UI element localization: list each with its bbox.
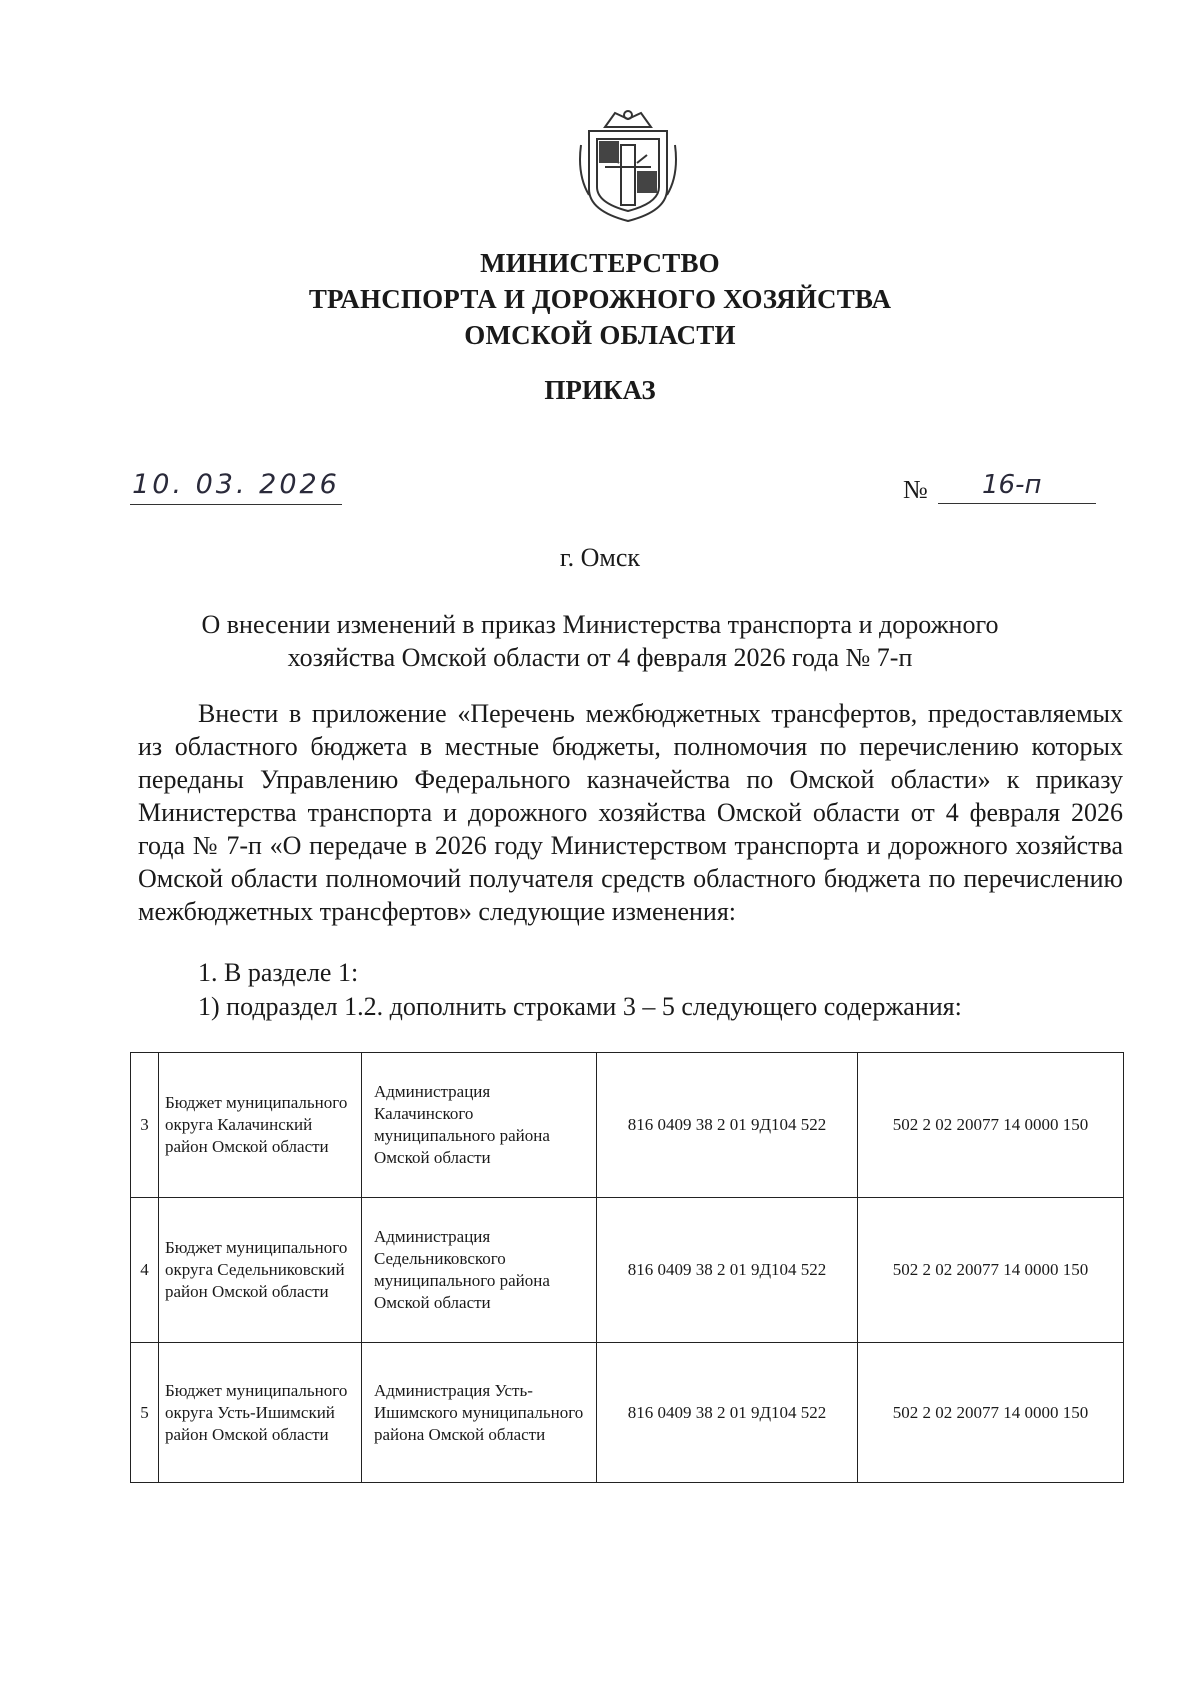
expense-code-cell: 816 0409 38 2 01 9Д104 522 — [597, 1198, 858, 1343]
list-item-2: 1) подраздел 1.2. дополнить строками 3 – 5 следующего содержания: — [198, 992, 962, 1021]
budget-cell: Бюджет муниципального округа Седельниковский район Омской области — [159, 1198, 362, 1343]
body-paragraph: Внести в приложение «Перечень межбюджетных трансфертов, предоставляемых из областного бюджета в местные бюджеты, полномочия по перечислению которых переданы Управлению Федерального казначейства по Омской области» к приказу Министерства транспорта и дорожного хозяйства Омской области от 4 февраля 2026 года № 7-п «О передаче в 2026 году Министерством транспорта и дорожного хозяйства Омской области полномочий получателя средств областного бюджета по перечислению межбюджетных трансфертов» следующие изменения: — [138, 699, 1123, 926]
expense-code-cell: 816 0409 38 2 01 9Д104 522 — [597, 1053, 858, 1198]
order-title: ПРИКАЗ — [544, 375, 656, 405]
table-row — [131, 1343, 1124, 1483]
budget-cell: Бюджет муниципального округа Усть-Ишимский район Омской области — [159, 1343, 362, 1483]
table-row — [131, 1053, 1124, 1198]
revenue-code-cell: 502 2 02 20077 14 0000 150 — [858, 1198, 1124, 1343]
budget-cell: Бюджет муниципального округа Калачинский район Омской области — [159, 1053, 362, 1198]
revenue-code-cell: 502 2 02 20077 14 0000 150 — [858, 1343, 1124, 1483]
omsk-coat-of-arms-icon — [575, 105, 681, 225]
order-number: 16-п — [938, 470, 1096, 504]
revenue-code-cell: 502 2 02 20077 14 0000 150 — [858, 1053, 1124, 1198]
order-subject — [0, 608, 1200, 674]
ministry-line-1: МИНИСТЕРСТВО — [480, 248, 720, 278]
subject-line-2: хозяйства Омской области от 4 февраля 2026 года № 7-п — [287, 643, 913, 672]
ministry-name — [0, 245, 1200, 353]
table-row — [131, 1198, 1124, 1343]
administration-cell: Администрация Калачинского муниципального района Омской области — [362, 1053, 597, 1198]
ministry-line-3: ОМСКОЙ ОБЛАСТИ — [464, 320, 736, 350]
administration-cell: Администрация Седельниковского муниципального района Омской области — [362, 1198, 597, 1343]
row-number: 4 — [131, 1198, 159, 1343]
row-number: 5 — [131, 1343, 159, 1483]
transfers-table — [130, 1052, 1124, 1483]
subject-line-1: О внесении изменений в приказ Министерства транспорта и дорожного — [201, 610, 999, 639]
row-number: 3 — [131, 1053, 159, 1198]
order-date: 10. 03. 2026 — [130, 470, 342, 505]
administration-cell: Администрация Усть-Ишимского муниципального района Омской области — [362, 1343, 597, 1483]
ministry-line-2: ТРАНСПОРТА И ДОРОЖНОГО ХОЗЯЙСТВА — [308, 284, 892, 314]
list-item-1: 1. В разделе 1: — [198, 958, 359, 987]
city: г. Омск — [559, 543, 641, 572]
expense-code-cell: 816 0409 38 2 01 9Д104 522 — [597, 1343, 858, 1483]
order-number-label: № — [903, 475, 928, 504]
